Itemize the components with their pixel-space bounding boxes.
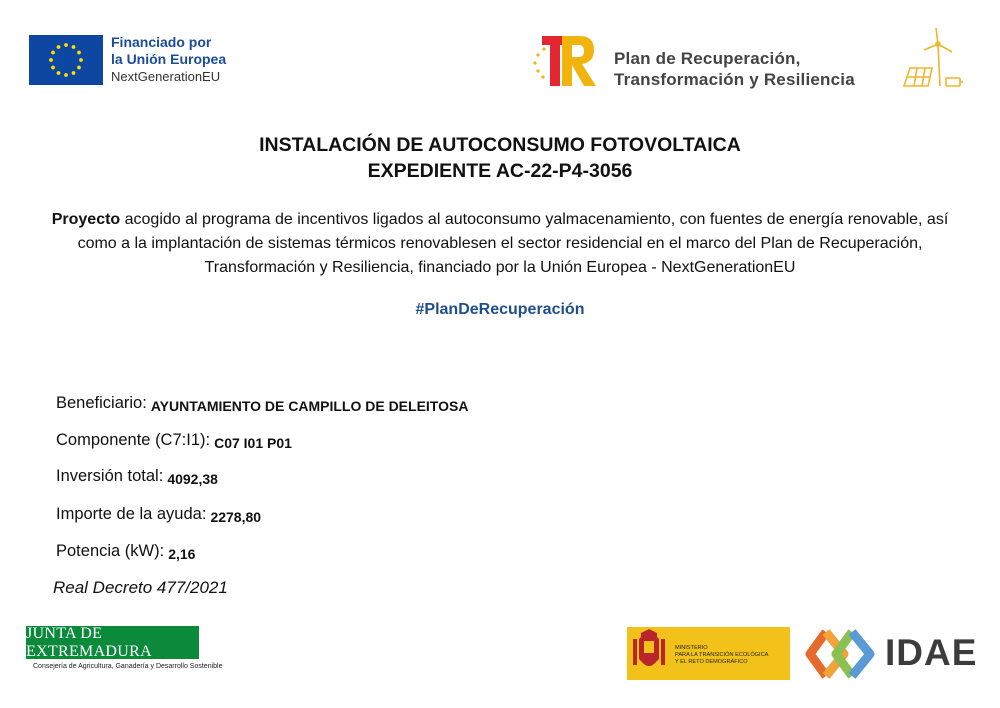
ministerio-line1: MINISTERIO (675, 645, 708, 651)
eu-line3: NextGenerationEU (111, 69, 221, 84)
field-inversion (56, 467, 218, 486)
idae-name: IDAE (885, 632, 978, 673)
potencia-value: 2,16 (168, 546, 196, 562)
eu-line1: Financiado por (111, 34, 212, 50)
componente-label: Componente (C7:I1): (56, 431, 211, 449)
field-beneficiario (56, 394, 468, 413)
field-potencia (56, 542, 195, 561)
eu-flag-icon (29, 35, 103, 85)
eu-star (77, 66, 81, 70)
importe-value: 2278,80 (210, 509, 262, 525)
beneficiario-value: AYUNTAMIENTO DE CAMPILLO DE DELEITOSA (150, 398, 469, 414)
plan-line1: Plan de Recuperación, (614, 49, 801, 68)
eu-star (51, 66, 55, 70)
title-line1: INSTALACIÓN DE AUTOCONSUMO FOTOVOLTAICA (259, 134, 741, 156)
inversion-label: Inversión total: (56, 467, 164, 485)
plan-line2: Transformación y Resiliencia (614, 70, 855, 89)
ministerio-text (675, 645, 768, 666)
beneficiario-label: Beneficiario: (56, 394, 147, 412)
hashtag: #PlanDeRecuperación (415, 301, 585, 318)
eu-star (64, 43, 68, 47)
junta-extremadura-logo: JUNTA DE EXTREMADURA (26, 626, 199, 659)
componente-value: C07 I01 P01 (214, 435, 292, 451)
idae-logo-icon (804, 626, 884, 682)
eu-star (57, 45, 61, 49)
eu-star (49, 58, 53, 62)
plan-recuperacion-logo (532, 33, 602, 89)
inversion-value: 4092,38 (167, 471, 218, 487)
ministerio-line3: Y EL RETO DEMOGRÁFICO (675, 659, 748, 665)
eu-line2: la Unión Europea (111, 51, 227, 67)
potencia-label: Potencia (kW): (56, 542, 165, 560)
eu-star (51, 51, 55, 55)
eu-star (57, 71, 61, 75)
page-title (0, 132, 1000, 184)
real-decreto: Real Decreto 477/2021 (53, 578, 228, 597)
eu-star (72, 71, 76, 75)
eu-star (64, 73, 68, 77)
ministerio-line2: PARA LA TRANSICIÓN ECOLÓGICA (675, 652, 769, 658)
wind-solar-icon (898, 26, 964, 92)
importe-label: Importe de la ayuda: (56, 505, 207, 523)
eu-star (79, 58, 83, 62)
spain-coat-of-arms-icon (627, 627, 671, 680)
field-importe (56, 505, 261, 524)
eu-star (77, 51, 81, 55)
eu-funding-text (111, 34, 226, 85)
field-componente (56, 431, 292, 450)
project-description (48, 208, 952, 280)
title-line2: EXPEDIENTE AC-22-P4-3056 (367, 160, 633, 182)
eu-star (72, 45, 76, 49)
description-lead: Proyecto (51, 211, 121, 228)
description-text: acogido al programa de incentivos ligados al autoconsumo yalmacenamiento, con fuentes de energía renovable, así como a la implantación de sistemas térmicos renovablesen el sector residencial en el marco del Plan de Recuperación, Transformación y Resiliencia, financiado por la Unión Europea - NextGenerationEU (77, 211, 949, 276)
junta-consejeria: Consejería de Agricultura, Ganadería y Desarrollo Sostenible (33, 663, 223, 670)
plan-recuperacion-text (614, 48, 855, 90)
